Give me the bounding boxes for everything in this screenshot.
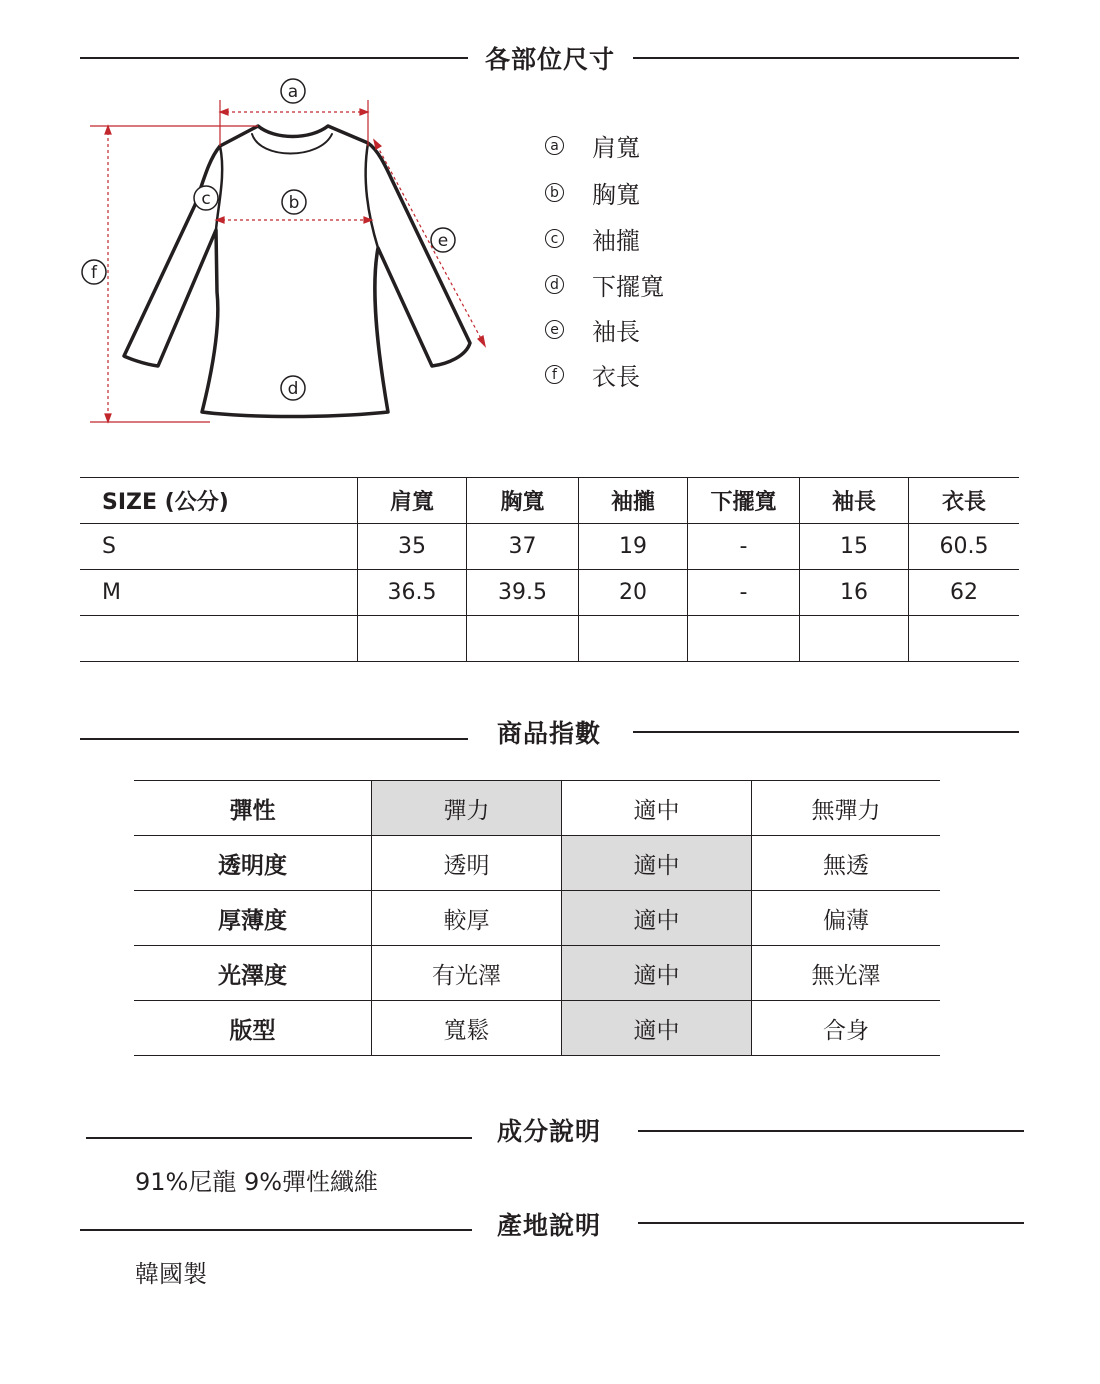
marker-d: d: [287, 379, 299, 399]
size-cell: [579, 616, 688, 662]
index-option: 適中: [562, 836, 752, 891]
size-cell: [467, 616, 579, 662]
legend-item: [545, 128, 640, 163]
legend-label: 胸寬: [592, 181, 640, 209]
legend-label: 袖長: [592, 318, 640, 346]
legend-marker: f: [545, 365, 564, 384]
index-option: 寬鬆: [372, 1001, 562, 1056]
index-option: 適中: [562, 1001, 752, 1056]
size-cell: 19: [579, 524, 688, 570]
size-header-cell: SIZE (公分): [80, 478, 358, 524]
section-rule-left: [86, 1137, 472, 1139]
index-option: 偏薄: [752, 891, 941, 946]
legend-item: [545, 267, 664, 302]
index-option: 適中: [562, 781, 752, 836]
section-rule-right: [633, 57, 1019, 59]
table-row: [80, 570, 1019, 616]
section-title-dimensions: 各部位尺寸: [485, 45, 616, 74]
table-row: [80, 616, 1019, 662]
size-cell: 62: [909, 570, 1020, 616]
legend-label: 衣長: [592, 363, 640, 391]
section-title-material: 成分說明: [497, 1117, 602, 1146]
size-header-cell: 袖長: [800, 478, 909, 524]
legend-item: [545, 221, 640, 256]
size-cell: [358, 616, 467, 662]
armhole-right: [366, 143, 378, 248]
size-cell: -: [688, 524, 800, 570]
size-cell: 20: [579, 570, 688, 616]
table-row: [134, 946, 940, 1001]
index-option: 適中: [562, 946, 752, 1001]
size-cell: M: [80, 570, 358, 616]
table-row: [134, 836, 940, 891]
legend-marker: d: [545, 275, 564, 294]
table-row: [134, 1001, 940, 1056]
index-option: 無透: [752, 836, 941, 891]
section-rule-left: [80, 57, 468, 59]
size-header-cell: 下擺寬: [688, 478, 800, 524]
product-index-table: [134, 780, 940, 1056]
size-cell: 16: [800, 570, 909, 616]
marker-e: e: [437, 231, 449, 251]
size-table-header: [80, 478, 1019, 524]
size-cell: 36.5: [358, 570, 467, 616]
index-option: 無光澤: [752, 946, 941, 1001]
index-label: 版型: [134, 1001, 372, 1056]
section-rule-left: [80, 1229, 472, 1231]
marker-f: f: [91, 263, 97, 283]
section-rule-right: [633, 731, 1019, 733]
size-header-cell: 衣長: [909, 478, 1020, 524]
size-cell: 39.5: [467, 570, 579, 616]
section-title-index: 商品指數: [497, 719, 602, 748]
legend-item: [545, 357, 640, 392]
index-label: 透明度: [134, 836, 372, 891]
table-row: [80, 524, 1019, 570]
table-row: [134, 781, 940, 836]
size-cell: S: [80, 524, 358, 570]
section-title-origin: 產地說明: [497, 1211, 602, 1240]
table-row: [134, 891, 940, 946]
section-rule-right: [638, 1130, 1024, 1132]
index-option: 有光澤: [372, 946, 562, 1001]
garment-diagram: [70, 75, 570, 425]
size-cell: 60.5: [909, 524, 1020, 570]
legend-item: [545, 175, 640, 210]
section-rule-left: [80, 738, 468, 740]
marker-b: b: [288, 193, 300, 213]
legend-marker: c: [545, 229, 564, 248]
section-rule-right: [638, 1222, 1024, 1224]
index-label: 彈性: [134, 781, 372, 836]
size-header-cell: 胸寬: [467, 478, 579, 524]
size-header-cell: 袖攏: [579, 478, 688, 524]
size-table: [80, 477, 1019, 662]
legend-marker: b: [545, 183, 564, 202]
size-header-cell: 肩寬: [358, 478, 467, 524]
size-cell: 35: [358, 524, 467, 570]
material-text: 91%尼龍 9%彈性纖維: [135, 1168, 379, 1196]
size-cell: [909, 616, 1020, 662]
size-cell: -: [688, 570, 800, 616]
marker-c: c: [201, 189, 211, 209]
legend-marker: e: [545, 320, 564, 339]
legend-marker: a: [545, 136, 564, 155]
index-label: 厚薄度: [134, 891, 372, 946]
index-option: 無彈力: [752, 781, 941, 836]
size-cell: [800, 616, 909, 662]
marker-a: a: [287, 82, 299, 102]
origin-text: 韓國製: [135, 1260, 207, 1288]
index-option: 透明: [372, 836, 562, 891]
index-label: 光澤度: [134, 946, 372, 1001]
legend-label: 下擺寬: [592, 273, 664, 301]
index-option: 適中: [562, 891, 752, 946]
index-option: 彈力: [372, 781, 562, 836]
size-cell: [688, 616, 800, 662]
size-cell: [80, 616, 358, 662]
size-cell: 15: [800, 524, 909, 570]
shirt-outline: [124, 126, 470, 417]
legend-label: 肩寬: [592, 134, 640, 162]
legend-label: 袖攏: [592, 227, 640, 255]
index-option: 較厚: [372, 891, 562, 946]
index-option: 合身: [752, 1001, 941, 1056]
size-cell: 37: [467, 524, 579, 570]
legend-item: [545, 312, 640, 347]
